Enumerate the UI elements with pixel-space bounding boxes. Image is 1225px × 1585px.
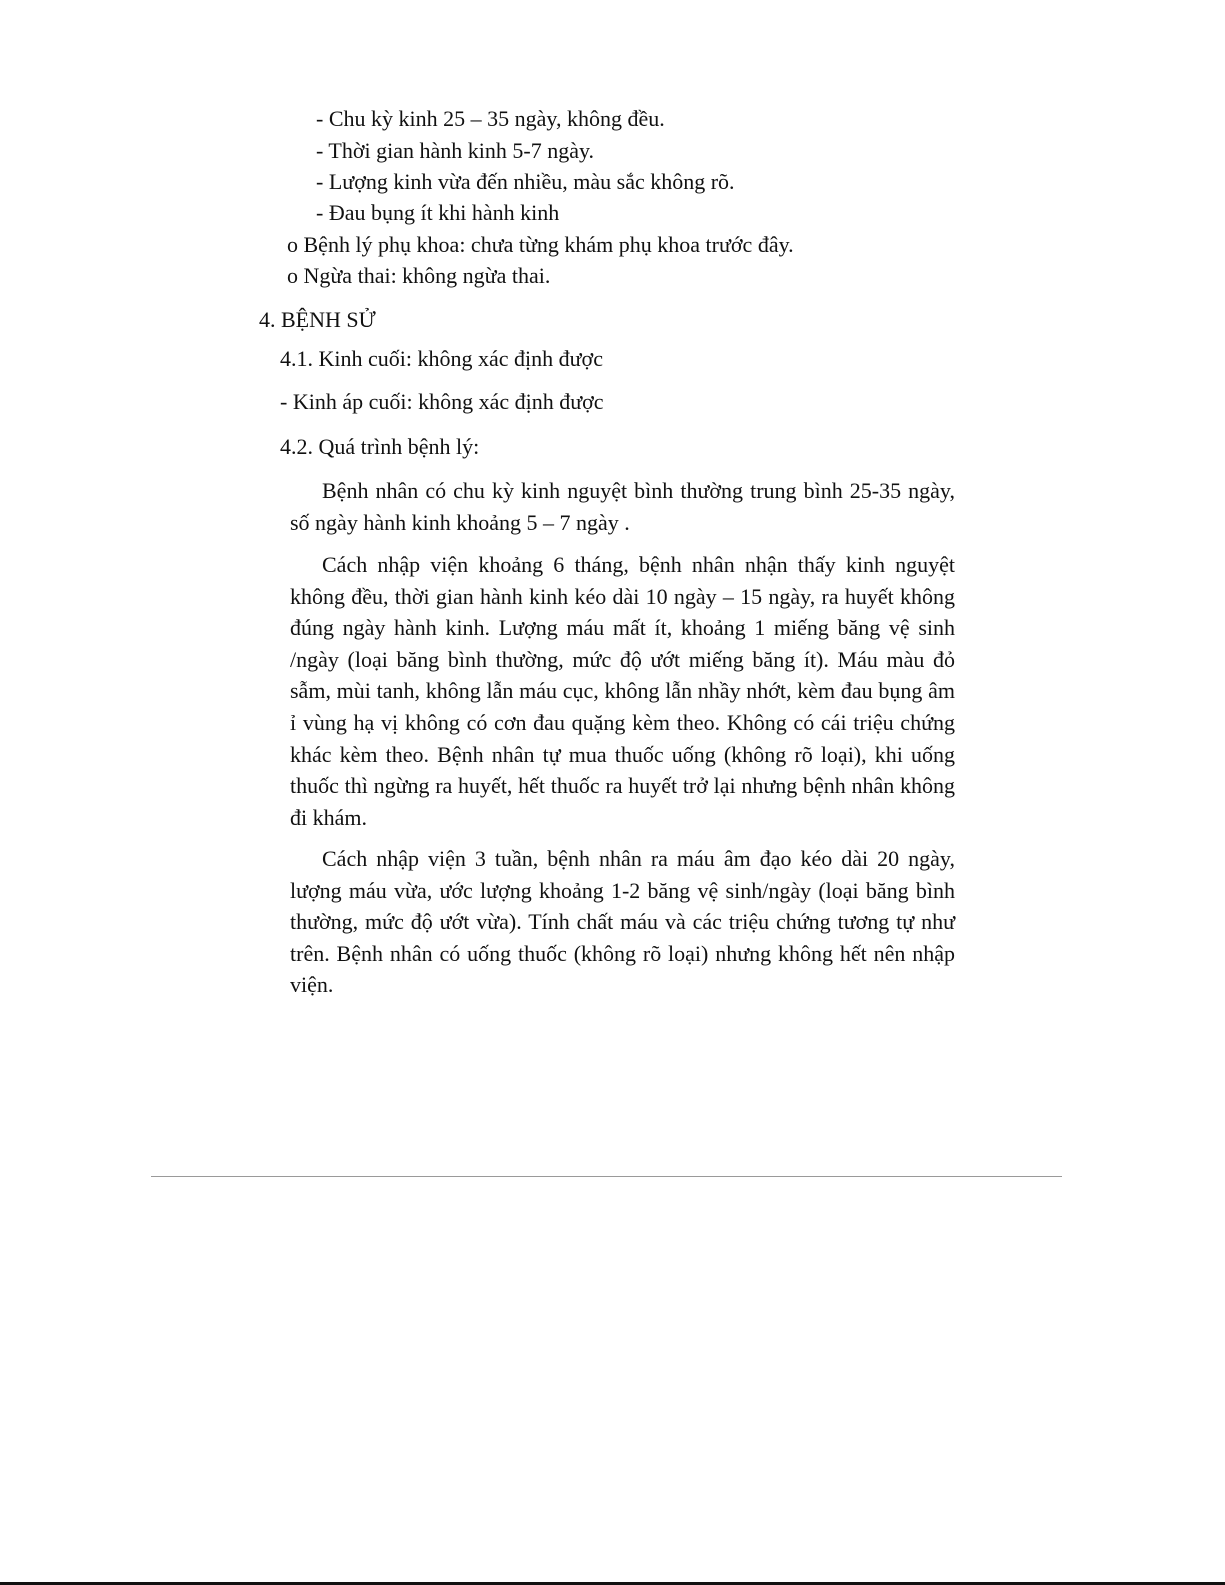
menstrual-pain-item: - Đau bụng ít khi hành kinh: [316, 200, 560, 225]
section-heading-medical-history: 4. BỆNH SỬ: [259, 307, 376, 332]
course-subheading: 4.2. Quá trình bệnh lý:: [280, 434, 480, 459]
menstrual-amount-item: - Lượng kinh vừa đến nhiều, màu sắc không rõ.: [316, 169, 735, 194]
paragraph-six-months: Cách nhập viện khoảng 6 tháng, bệnh nhân nhận thấy kinh nguyệt không đều, thời gian hành kinh kéo dài 10 ngày – 15 ngày, ra huyết không đúng ngày hành kinh. Lượng máu mất ít, khoảng 1 miếng băng vệ sinh /ngày (loại băng bình thường, mức độ ướt miếng băng ít). Máu màu đỏ sẫm, mùi tanh, không lẫn máu cục, không lẫn nhầy nhớt, kèm đau bụng âm ỉ vùng hạ vị không có cơn đau quặng kèm theo. Không có cái triệu chứng khác kèm theo. Bệnh nhân tự mua thuốc uống (không rõ loại), khi uống thuốc thì ngừng ra huyết, hết thuốc ra huyết trở lại nhưng bệnh nhân không đi khám.: [290, 552, 955, 830]
contraception-item: o Ngừa thai: không ngừa thai.: [287, 263, 551, 288]
menstrual-cycle-item: - Chu kỳ kinh 25 – 35 ngày, không đều.: [316, 106, 665, 131]
gyn-disease-item: o Bệnh lý phụ khoa: chưa từng khám phụ khoa trước đây.: [287, 232, 794, 257]
menstrual-duration-item: - Thời gian hành kinh 5-7 ngày.: [316, 138, 595, 163]
paragraph-normal-cycle: Bệnh nhân có chu kỳ kinh nguyệt bình thường trung bình 25-35 ngày, số ngày hành kinh khoảng 5 – 7 ngày .: [290, 478, 955, 535]
second-last-period-line: - Kinh áp cuối: không xác định được: [280, 389, 604, 414]
page-divider: [151, 1176, 1062, 1177]
paragraph-three-weeks: Cách nhập viện 3 tuần, bệnh nhân ra máu âm đạo kéo dài 20 ngày, lượng máu vừa, ước lượng khoảng 1-2 băng vệ sinh/ngày (loại băng bình thường, mức độ ướt vừa). Tính chất máu và các triệu chứng tương tự như trên. Bệnh nhân có uống thuốc (không rõ loại) nhưng không hết nên nhập viện.: [290, 846, 955, 998]
last-period-line: 4.1. Kinh cuối: không xác định được: [280, 346, 603, 371]
